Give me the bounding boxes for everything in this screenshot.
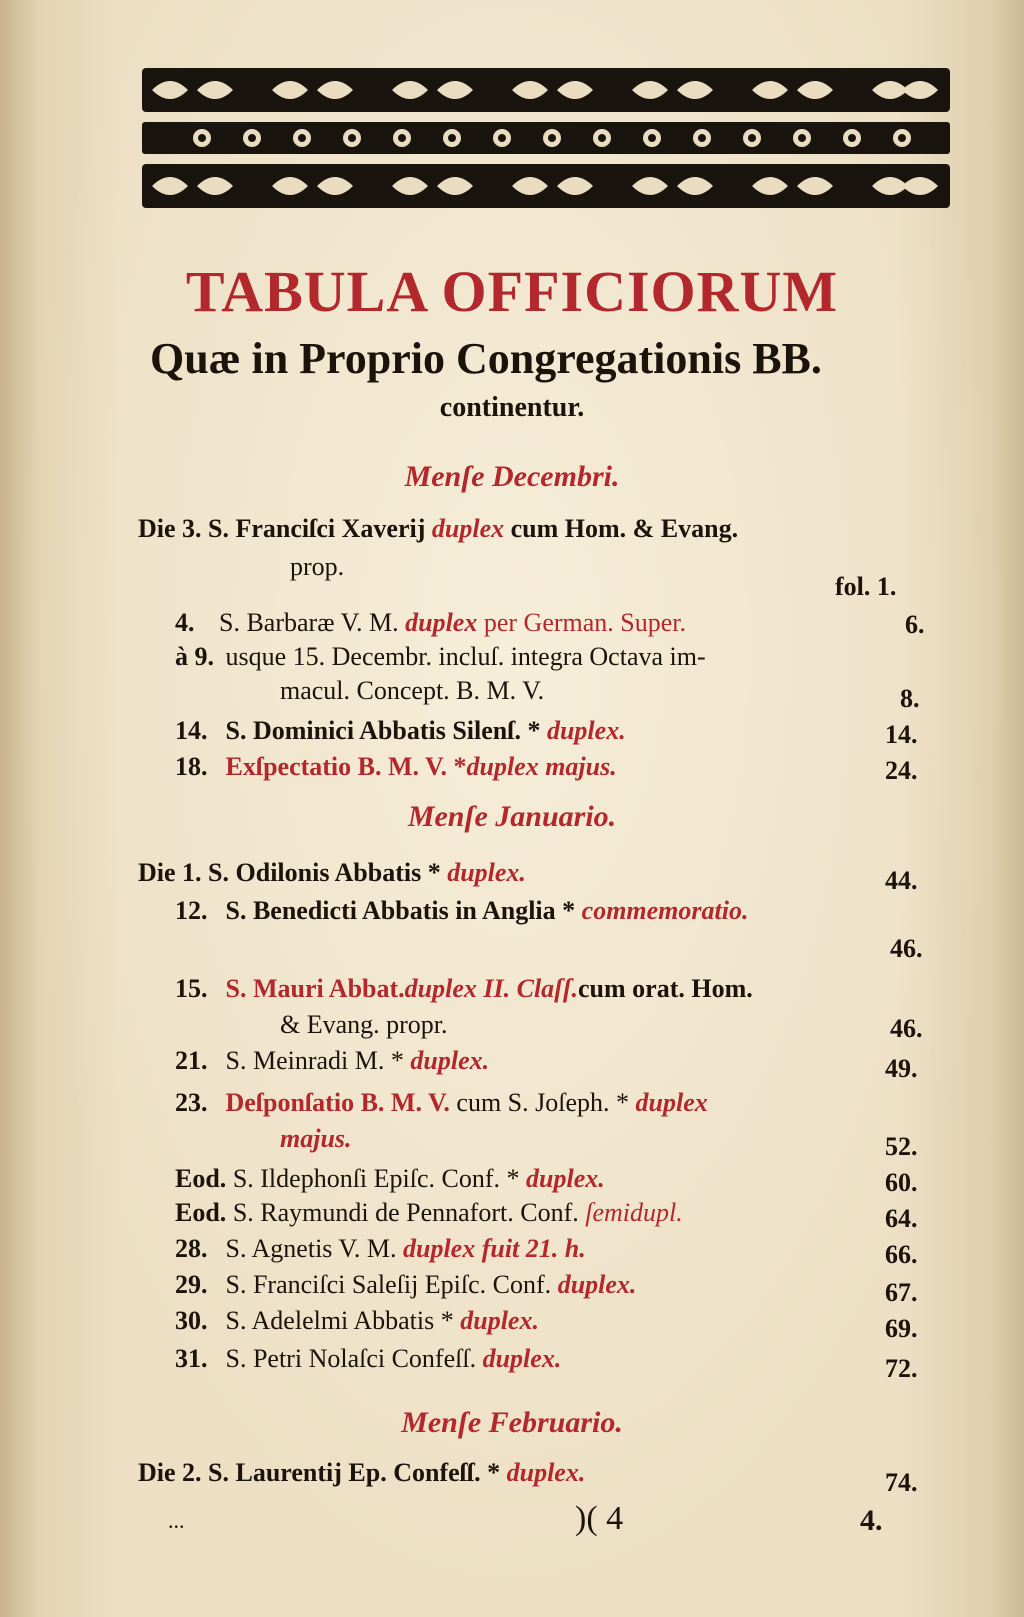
- entry-continuation: macul. Concept. B. M. V.: [280, 676, 545, 705]
- entry-page: 14.: [885, 720, 918, 749]
- entry-page: 52.: [885, 1132, 918, 1161]
- entry-name: S. Mauri Abbat.: [225, 974, 405, 1003]
- entry-rite: duplex.: [506, 1458, 586, 1487]
- entry-name: S. Laurentij Ep. Confeſſ. *: [208, 1458, 501, 1487]
- entry-page: 46.: [890, 934, 923, 963]
- entry-page: 66.: [885, 1240, 918, 1269]
- entry-day: 29.: [175, 1270, 208, 1299]
- month-heading-february: Menſe Februario.: [401, 1406, 623, 1439]
- entry-name: S. Agnetis V. M.: [225, 1234, 397, 1263]
- entry-rite: duplex majus.: [466, 752, 617, 781]
- entry-continuation: majus.: [280, 1124, 352, 1153]
- list-item: [175, 1306, 539, 1336]
- entry-page: 49.: [885, 1054, 918, 1083]
- entry-extra: cum orat. Hom.: [578, 974, 753, 1003]
- entry-page: 46.: [890, 1014, 923, 1043]
- entry-rite: duplex.: [460, 1306, 539, 1335]
- entry-day: 30.: [175, 1306, 208, 1335]
- entry-page: 8.: [900, 684, 920, 713]
- list-item: [175, 1088, 708, 1118]
- entry-rite: duplex: [431, 514, 505, 543]
- entry-name: S. Barbaræ V. M.: [219, 608, 399, 637]
- list-item: [175, 1344, 561, 1374]
- list-item: [175, 1164, 605, 1194]
- entry-day: Die 2.: [138, 1458, 202, 1487]
- entry-name: S. Franciſci Saleſij Epiſc. Conf.: [225, 1270, 552, 1299]
- signature-mark: )( 4: [575, 1500, 624, 1537]
- entry-day: 4.: [175, 608, 195, 637]
- entry-day: 21.: [175, 1046, 208, 1075]
- entry-page: 60.: [885, 1168, 918, 1197]
- entry-day: 31.: [175, 1344, 208, 1373]
- entry-rite: duplex.: [557, 1270, 637, 1299]
- list-item: [175, 1270, 636, 1300]
- entry-name: S. Odilonis Abbatis *: [208, 858, 441, 887]
- footer-dots: ...: [168, 1508, 185, 1533]
- list-item: [175, 974, 753, 1004]
- month-heading-december: Menſe Decembri.: [404, 460, 620, 493]
- entry-name: S. Raymundi de Pennafort. Conf.: [232, 1198, 579, 1227]
- entry-day: 18.: [175, 752, 208, 781]
- entry-day: 15.: [175, 974, 208, 1003]
- printers-ornament-band: [142, 68, 950, 208]
- entry-name: S. Petri Nolaſci Confeſſ.: [225, 1344, 477, 1373]
- entry-rite: duplex: [405, 608, 478, 637]
- entry-page: 64.: [885, 1204, 918, 1233]
- list-item: [175, 642, 706, 672]
- entry-name: S. Adelelmi Abbatis *: [225, 1306, 454, 1335]
- entry-name: S. Meinradi M. *: [225, 1046, 404, 1075]
- entry-rite: duplex: [635, 1088, 708, 1117]
- list-item: [138, 1458, 585, 1488]
- entry-day: Eod.: [175, 1164, 227, 1193]
- list-item: [175, 752, 617, 782]
- entry-name: S. Dominici Abbatis Silenſ. *: [225, 716, 541, 745]
- entry-name: S. Benedicti Abbatis in Anglia *: [225, 896, 576, 925]
- entry-extra: cum S. Joſeph. *: [456, 1088, 630, 1117]
- subtitle: Quæ in Proprio Congregationis BB.: [150, 334, 822, 383]
- entry-day: 28.: [175, 1234, 208, 1263]
- entry-day: Die 1.: [138, 858, 202, 887]
- entry-day: 14.: [175, 716, 208, 745]
- entry-day: 12.: [175, 896, 208, 925]
- entry-page: 74.: [885, 1468, 918, 1497]
- entry-rite: commemoratio.: [581, 896, 749, 925]
- list-item: [175, 896, 748, 926]
- list-item: [175, 1046, 489, 1076]
- entry-day: à 9.: [175, 642, 214, 671]
- list-item: [175, 716, 626, 746]
- catchword: 4.: [860, 1504, 883, 1537]
- list-item: [138, 858, 526, 888]
- entry-day: 23.: [175, 1088, 208, 1117]
- entry-page: fol. 1.: [835, 572, 897, 601]
- month-heading-january: Menſe Januario.: [407, 800, 617, 833]
- entry-name: Exſpectatio B. M. V. *: [225, 752, 467, 781]
- entry-rite: duplex.: [526, 1164, 605, 1193]
- entry-name: Deſponſatio B. M. V.: [225, 1088, 450, 1117]
- list-item: [175, 1234, 586, 1264]
- entry-rite: duplex II. Claſſ.: [404, 974, 578, 1003]
- list-item: [175, 608, 686, 638]
- entry-name: S. Franciſci Xaverij: [208, 514, 426, 543]
- entry-continuation: & Evang. propr.: [280, 1010, 448, 1039]
- entry-page: 67.: [885, 1278, 918, 1307]
- entry-rite: duplex.: [410, 1046, 490, 1075]
- entry-day: Eod.: [175, 1198, 227, 1227]
- entry-extra: per German. Super.: [483, 608, 687, 637]
- entry-rite: duplex.: [482, 1344, 562, 1373]
- entry-extra: cum Hom. & Evang.: [510, 514, 739, 543]
- entry-page: 72.: [885, 1354, 918, 1383]
- list-item: [175, 1198, 683, 1228]
- entry-page: 44.: [885, 866, 918, 895]
- entry-page: 69.: [885, 1314, 918, 1343]
- entry-page: 24.: [885, 756, 918, 785]
- entry-name: usque 15. Decembr. incluſ. integra Octava im-: [225, 642, 706, 671]
- entry-day: Die 3.: [138, 514, 202, 543]
- list-item: [138, 514, 738, 544]
- entry-page: 6.: [905, 610, 925, 639]
- entry-continuation: prop.: [290, 552, 345, 581]
- entry-rite: duplex.: [546, 716, 626, 745]
- entry-rite: duplex.: [447, 858, 526, 887]
- subtitle-continuation: continentur.: [439, 392, 585, 423]
- page-title: TABULA OFFICIORUM: [185, 259, 839, 324]
- entry-name: S. Ildephonſi Epiſc. Conf. *: [232, 1164, 520, 1193]
- entry-rite: duplex fuit 21. h.: [402, 1234, 586, 1263]
- entry-rite: ſemidupl.: [585, 1198, 683, 1227]
